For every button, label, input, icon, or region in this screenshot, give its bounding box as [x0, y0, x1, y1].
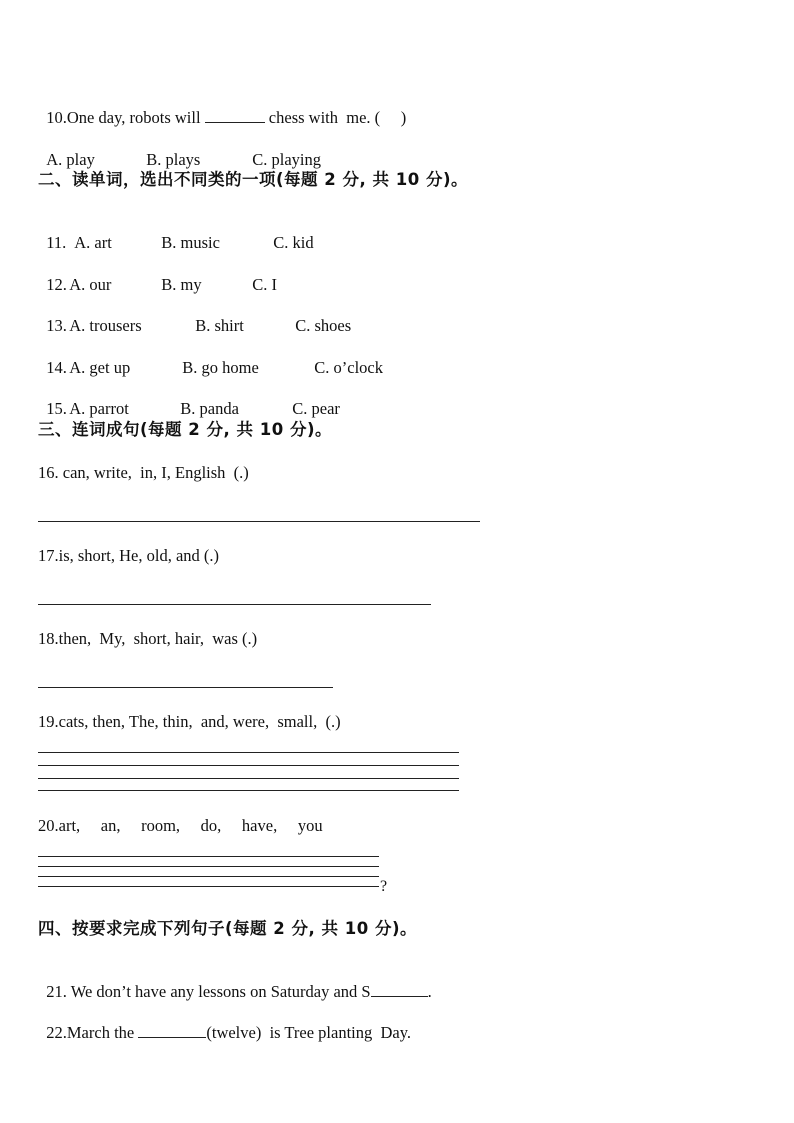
- q10-options: [38, 130, 321, 170]
- q10-option-b: B. plays: [146, 150, 201, 169]
- q20-answer-line-2[interactable]: [38, 866, 379, 867]
- q14-number: 14.: [46, 358, 67, 377]
- q10-option-a: A. play: [46, 150, 95, 169]
- question-14: [38, 338, 383, 378]
- q22-suffix: (twelve) is Tree planting Day.: [206, 1023, 412, 1042]
- q15-number: 15.: [46, 399, 67, 418]
- question-19: 19.cats, then, The, thin, and, were, small, (.): [38, 712, 341, 731]
- q12-option-a: A. our: [69, 275, 112, 294]
- q22-prefix: 22.March the: [46, 1023, 139, 1042]
- q18-answer-line[interactable]: [38, 687, 333, 688]
- q13-option-c: C. shoes: [295, 316, 352, 335]
- question-15: [38, 379, 340, 419]
- q21-prefix: 21. We don’t have any lessons on Saturday and S: [46, 982, 371, 1001]
- question-20: 20.art, an, room, do, have, you: [38, 816, 323, 835]
- question-11: [38, 213, 314, 253]
- q12-option-b: B. my: [161, 275, 202, 294]
- q10-prefix: 10.One day, robots will: [46, 108, 205, 127]
- q20-answer-line-4[interactable]: [38, 886, 379, 887]
- question-17: 17.is, short, He, old, and (.): [38, 546, 220, 565]
- section-3-heading: 三、连词成句(每题 2 分, 共 10 分)。: [38, 420, 333, 439]
- q11-option-c: C. kid: [273, 233, 314, 252]
- q20-answer-line-1[interactable]: [38, 856, 379, 857]
- q14-option-b: B. go home: [182, 358, 259, 377]
- q15-option-a: A. parrot: [69, 399, 129, 418]
- q12-option-c: C. I: [252, 275, 277, 294]
- q21-suffix: .: [427, 982, 432, 1001]
- q13-option-b: B. shirt: [195, 316, 244, 335]
- q10-suffix: chess with me. ( ): [264, 108, 407, 127]
- q14-option-c: C. o’clock: [314, 358, 383, 377]
- q15-option-c: C. pear: [292, 399, 340, 418]
- q22-answer-blank[interactable]: [138, 1023, 206, 1038]
- q11-option-a: A. art: [74, 233, 112, 252]
- q10-answer-blank[interactable]: [205, 108, 265, 123]
- q20-answer-line-3[interactable]: [38, 876, 379, 877]
- section-2-heading: 二、读单词，选出不同类的一项(每题 2 分, 共 10 分)。: [38, 170, 469, 189]
- q12-number: 12.: [46, 275, 67, 294]
- question-22: [38, 1003, 411, 1043]
- question-21: [38, 962, 432, 1002]
- q19-answer-line-2[interactable]: [38, 765, 459, 766]
- section-4-heading: 四、按要求完成下列句子(每题 2 分, 共 10 分)。: [38, 919, 418, 938]
- q13-option-a: A. trousers: [69, 316, 142, 335]
- question-16: 16. can, write, in, I, English (.): [38, 463, 249, 482]
- q19-answer-line-1[interactable]: [38, 752, 459, 753]
- question-12: [38, 255, 277, 295]
- question-18: 18.then, My, short, hair, was (.): [38, 629, 258, 648]
- q19-answer-line-4[interactable]: [38, 790, 459, 791]
- q17-answer-line[interactable]: [38, 604, 431, 605]
- q21-answer-blank[interactable]: [371, 982, 428, 997]
- q16-answer-line[interactable]: [38, 521, 480, 522]
- question-13: [38, 296, 351, 336]
- question-10: [38, 88, 406, 128]
- q11-number: 11.: [46, 233, 67, 252]
- q10-option-c: C. playing: [252, 150, 321, 169]
- q20-question-mark: ?: [380, 878, 388, 895]
- q15-option-b: B. panda: [180, 399, 239, 418]
- q13-number: 13.: [46, 316, 67, 335]
- q19-answer-line-3[interactable]: [38, 778, 459, 779]
- q11-option-b: B. music: [161, 233, 220, 252]
- q14-option-a: A. get up: [69, 358, 131, 377]
